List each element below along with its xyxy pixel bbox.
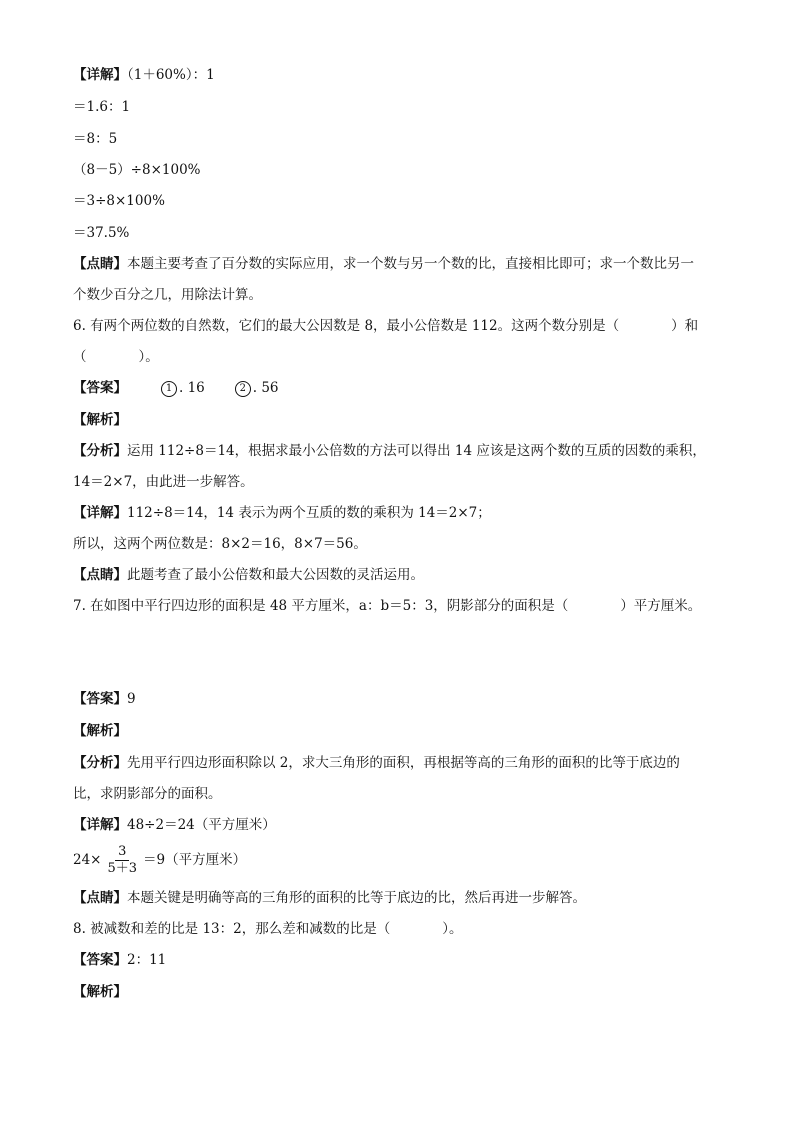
q6-close-paren: ）。 (138, 349, 159, 365)
q6-analyze-cont: 14＝2×7，由此进一步解答。 (73, 474, 254, 490)
q5-step2: ＝8：5 (73, 131, 118, 147)
q5-step5: ＝37.5% (73, 225, 130, 241)
q6-question-text: 6. 有两个两位数的自然数，它们的最大公因数是 8，最小公倍数是 112。这两个数分别是（ (73, 318, 620, 334)
circled-number-icon: 2 (235, 381, 251, 397)
q8-question-text: 8. 被减数和差的比是 13：2，那么差和减数的比是（ (73, 921, 391, 937)
q7-analysis-heading (73, 722, 127, 740)
q5-comment-text-1: 本题主要考查了百分数的实际应用，求一个数与另一个数的比，直接相比即可；求一个数比另一 (127, 256, 694, 272)
q7-question-text: 7. 在如图中平行四边形的面积是 48 平方厘米，a：b＝5：3，阴影部分的面积是（ (73, 598, 569, 614)
q5-comment (73, 255, 694, 273)
q7-detail (73, 816, 276, 834)
fraction-denominator: 5＋3 (107, 861, 138, 876)
comment-tag: 【点睛】 (73, 567, 127, 583)
q6-answer (73, 379, 279, 397)
q5-detail-text: （1＋60%）：1 (127, 67, 215, 83)
analysis-tag: 【解析】 (73, 723, 127, 739)
q6-analyze-text-1: 运用 112÷8＝14，根据求最小公倍数的方法可以得出 14 应该是这两个数的互质的因数的乘积， (127, 443, 706, 459)
comment-tag: 【点睛】 (73, 890, 127, 906)
q5-step4: ＝3÷8×100% (73, 193, 165, 209)
formula-suffix: ＝9（平方厘米） (143, 852, 247, 868)
analysis-tag: 【解析】 (73, 984, 127, 1000)
answer-tag: 【答案】 (73, 691, 127, 707)
q6-question-cont (73, 348, 159, 366)
q6-comment-text: 此题考查了最小公倍数和最大公因数的灵活运用。 (127, 567, 424, 583)
q6-detail (73, 504, 491, 522)
q6-analyze (73, 442, 706, 460)
q7-comment-text: 本题关键是明确等高的三角形的面积的比等于底边的比，然后再进一步解答。 (127, 890, 586, 906)
q8-analysis-heading (73, 983, 127, 1001)
q7-question-unit: ）平方厘米。 (620, 598, 702, 614)
fraction-numerator: 3 (115, 844, 129, 861)
analyze-tag: 【分析】 (73, 755, 127, 771)
q7-formula (73, 842, 246, 878)
q6-question (73, 317, 698, 335)
q5-comment-cont: 个数少百分之几，用除法计算。 (73, 287, 262, 303)
q6-open-paren: （ (73, 349, 87, 365)
q7-question (73, 597, 701, 615)
q8-answer-value: 2：11 (127, 952, 167, 968)
circled-number-icon: 1 (161, 381, 177, 397)
detail-tag: 【详解】 (73, 817, 127, 833)
fraction (105, 844, 141, 877)
formula-prefix: 24× (73, 852, 102, 868)
q8-question-end: ）。 (442, 921, 463, 937)
analyze-tag: 【分析】 (73, 443, 127, 459)
q8-question (73, 920, 462, 938)
detail-tag: 【详解】 (73, 505, 127, 521)
q7-answer-value: 9 (127, 691, 136, 707)
q7-analyze-cont: 比，求阴影部分的面积。 (73, 786, 222, 802)
q6-answer-1: . 16 (179, 380, 205, 396)
q6-question-and: ）和 (671, 318, 699, 334)
q7-analyze (73, 754, 680, 772)
q6-analysis-heading (73, 411, 127, 429)
q6-comment (73, 566, 424, 584)
q8-answer (73, 951, 166, 969)
q7-answer (73, 690, 136, 708)
q5-step3: （8－5）÷8×100% (73, 162, 201, 178)
q7-comment (73, 889, 586, 907)
q5-detail (73, 66, 215, 84)
comment-tag: 【点睛】 (73, 256, 127, 272)
q6-detail-cont: 所以，这两个两位数是：8×2＝16，8×7＝56。 (73, 536, 367, 552)
q6-detail-text-1: 112÷8＝14，14 表示为两个互质的数的乘积为 14＝2×7； (127, 505, 491, 521)
detail-tag: 【详解】 (73, 67, 127, 83)
answer-tag: 【答案】 (73, 380, 127, 396)
q6-answer-2: . 56 (252, 380, 279, 396)
q7-analyze-text-1: 先用平行四边形面积除以 2，求大三角形的面积，再根据等高的三角形的面积的比等于底边的 (127, 755, 680, 771)
answer-tag: 【答案】 (73, 952, 127, 968)
analysis-tag: 【解析】 (73, 412, 127, 428)
q5-step1: ＝1.6：1 (73, 99, 131, 115)
q7-detail-text-1: 48÷2＝24（平方厘米） (127, 817, 276, 833)
